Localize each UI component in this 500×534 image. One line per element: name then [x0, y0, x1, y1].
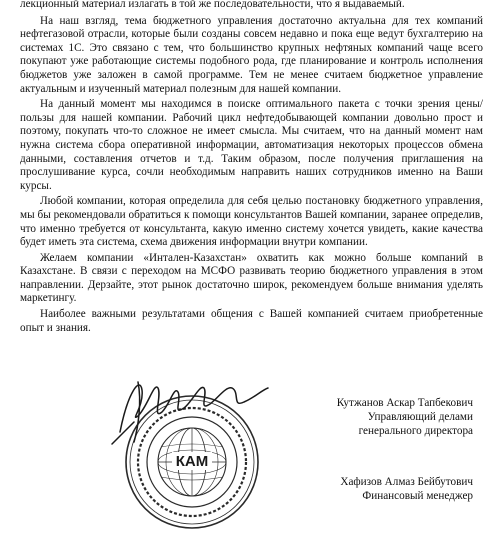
- company-stamp: [108, 372, 276, 534]
- paragraph-3: На данный момент мы находимся в поиске оптимального пакета с точки зрения цены/пользы для нашей компании. Рабочий цикл нефтедобывающей компании довольно прост и поэтому, покупать что-то сложное не имеет смысла. Мы считаем, что на данный момент нам нужна система сбора оперативной информации, автоматизация некоторых процессов обмена данными, составления отчетов и т.д. Таким образом, после получения приглашения на прослушивание курса, сочли необходимым направить наших сотрудников именно на Ваши курсы.: [20, 98, 483, 192]
- signatory-title-cont: генерального директора: [358, 424, 473, 437]
- paragraph-6: Наиболее важными результатами общения с Вашей компанией считаем приобретенные опыт и знания.: [20, 308, 483, 334]
- signatory-name: Кутжанов Аскар Тапбекович: [336, 397, 473, 409]
- signatory-name: Хафизов Алмаз Бейбутович: [340, 476, 473, 488]
- paragraph-4: Любой компании, которая определила для себя целью постановку бюджетного управления, мы бы рекомендовали обратиться к помощи консультантов Вашей компании, заранее определив, что именно требуется от консультанта, какую именно систему хочется увидеть, какие качества будет иметь эта система, схема движения информации внутри компании.: [20, 195, 483, 249]
- paragraph-5: Желаем компании «Интален-Казахстан» охватить как можно больше компаний в Казахстане. В связи с переходом на МСФО развивать теорию бюджетного управления в этом направлении. Дерзайте, этот рынок достаточно широк, рекомендуем больше внимания уделять маркетингу.: [20, 251, 483, 305]
- signature-block-1: [290, 397, 473, 438]
- letter-body: [20, 0, 483, 337]
- signature-block-2: [290, 476, 473, 504]
- signatory-title: Финансовый менеджер: [362, 489, 473, 502]
- paragraph-1: лекционный материал излагать в той же последовательности, что я выдаваемый.: [20, 0, 405, 10]
- stamp-center-label: КАМ: [175, 453, 209, 470]
- handwritten-signature: [112, 382, 268, 444]
- paragraph-2: На наш взгляд, тема бюджетного управления достаточно актуальна для тех компаний нефтегазовой отрасли, которые были созданы совсем недавно и пока еще ведут бухгалтерию на системах 1С. Это связано с тем, что большинство крупных нефтяных компаний чаще всего покупают уже работающие системы подобного рода, где планирование и контроль исполнения бюджетов уже заложен в самой программе. Тем не менее считаем бюджетное управление актуальным и изученный материал полезным для нашей компании.: [20, 14, 483, 95]
- signatory-title: Управляющий делами: [367, 410, 473, 423]
